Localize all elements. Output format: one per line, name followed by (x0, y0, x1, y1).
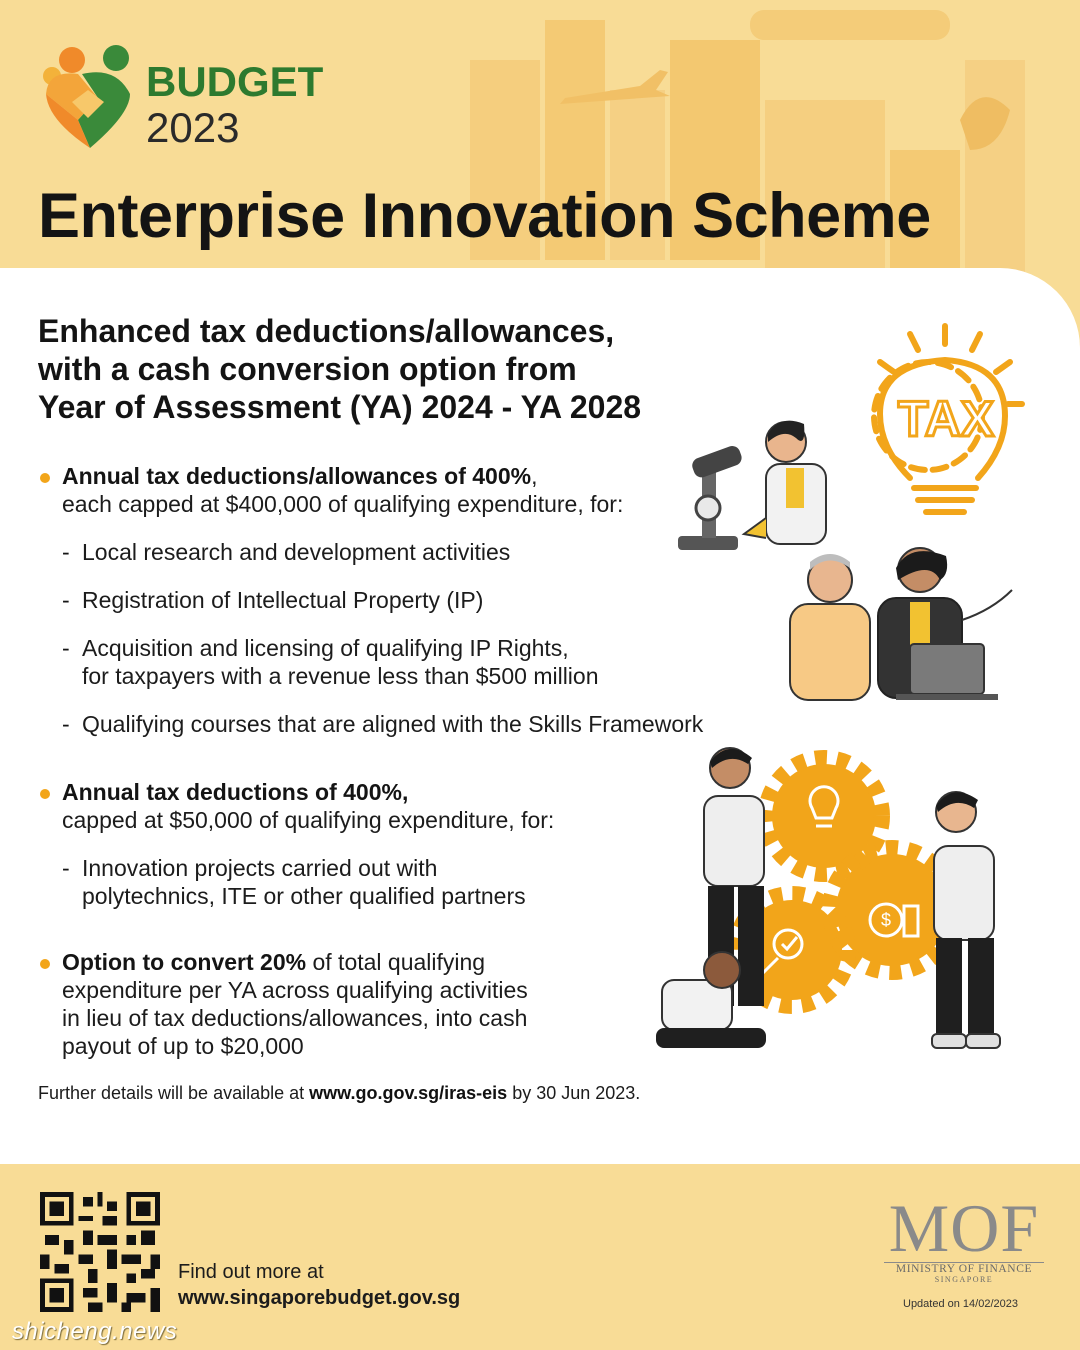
budget-logo-word: BUDGET (146, 58, 324, 105)
section1-line2: each capped at $400,000 of qualifying expenditure, for: (62, 491, 624, 517)
subtitle-line: Year of Assessment (YA) 2024 - YA 2028 (38, 389, 642, 425)
subtitle-line: Enhanced tax deductions/allowances, (38, 313, 615, 349)
tax-label: TAX (897, 391, 995, 447)
find-out-label: Find out more at (178, 1261, 324, 1283)
bullet-icon (40, 789, 50, 799)
mof-full-name: MINISTRY OF FINANCE (895, 1263, 1033, 1275)
bullet-icon (40, 473, 50, 483)
section1-heading: Annual tax deductions/allowances of 400%, (62, 463, 538, 489)
tax-lightbulb-gear-icon (850, 318, 1040, 528)
page-title: Enterprise Innovation Scheme (38, 181, 931, 251)
section2-line2: capped at $50,000 of qualifying expenditure, for: (62, 807, 555, 833)
section1-item: Local research and development activities (82, 539, 511, 565)
qr-code-icon[interactable] (40, 1192, 160, 1312)
section3-line: payout of up to $20,000 (62, 1033, 304, 1059)
singapore-budget-link[interactable]: www.singaporebudget.gov.sg (178, 1287, 461, 1309)
mof-logo (884, 1190, 1044, 1284)
site-watermark: shicheng.news (12, 1318, 178, 1345)
section1-item: Qualifying courses that are aligned with the Skills Framework (82, 711, 704, 737)
svg-text:$: $ (880, 910, 892, 930)
find-out-more (178, 1259, 460, 1311)
bullet-icon (40, 959, 50, 969)
footnote: Further details will be available at www.go.gov.sg/iras-eis by 30 Jun 2023. (38, 1083, 641, 1103)
dash-marker: - (62, 539, 70, 565)
iras-eis-link[interactable]: www.go.gov.sg/iras-eis (309, 1083, 508, 1103)
dash-marker: - (62, 635, 70, 661)
section1-item: Acquisition and licensing of qualifying IP Rights, (82, 635, 569, 661)
section3-line: expenditure per YA across qualifying activities (62, 977, 528, 1003)
mof-abbreviation: MOF (888, 1190, 1040, 1266)
section3-line: in lieu of tax deductions/allowances, into cash (62, 1005, 528, 1031)
section2-item: Innovation projects carried out with (82, 855, 438, 881)
section1-item-continued: for taxpayers with a revenue less than $500 million (82, 663, 599, 689)
section1-item: Registration of Intellectual Property (IP) (82, 587, 484, 613)
section3-heading: Option to convert 20% of total qualifying (62, 949, 486, 975)
mof-country: SINGAPORE (934, 1275, 994, 1284)
section2-heading: Annual tax deductions of 400%, (62, 779, 409, 805)
updated-date: Updated on 14/02/2023 (903, 1298, 1018, 1310)
dash-marker: - (62, 855, 70, 881)
team-gears-illustration (652, 738, 1002, 1058)
budget-logo-year: 2023 (146, 104, 240, 151)
dash-marker: - (62, 587, 70, 613)
colleagues-laptop-illustration (770, 540, 1030, 710)
dash-marker: - (62, 711, 70, 737)
budget-2023-logo-icon (38, 40, 138, 152)
content-card (0, 268, 1080, 1164)
section2-item-continued: polytechnics, ITE or other qualified partners (82, 883, 526, 909)
subtitle-line: with a cash conversion option from (38, 351, 577, 387)
